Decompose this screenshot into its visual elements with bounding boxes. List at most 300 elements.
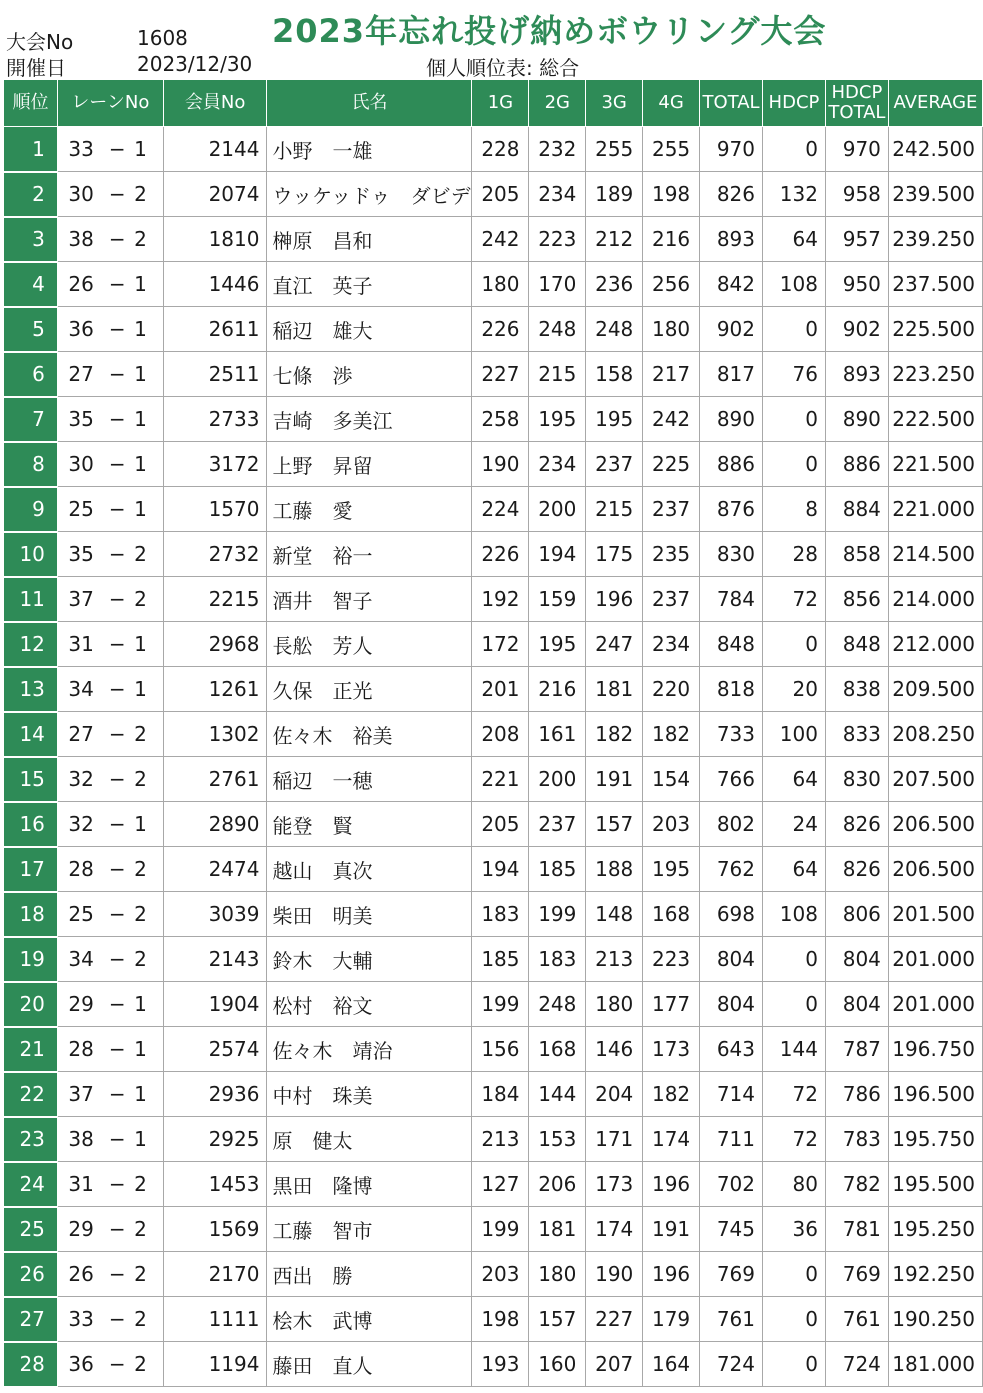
lane-position-cell: 1 — [130, 802, 163, 847]
player-name-cell: 新堂 裕一 — [267, 532, 472, 577]
lane-number-cell: 36 — [57, 1342, 104, 1387]
hdcp-cell: 64 — [763, 847, 826, 892]
average-cell: 196.750 — [888, 1027, 982, 1072]
game1-score-cell: 205 — [472, 172, 529, 217]
table-row — [4, 577, 983, 622]
hdcp-total-header-line2: TOTAL — [828, 102, 886, 123]
game3-score-cell: 158 — [586, 352, 643, 397]
ranking-table — [3, 79, 983, 1388]
lane-position-cell: 1 — [130, 622, 163, 667]
average-cell: 221.000 — [888, 487, 982, 532]
game3-score-cell: 171 — [586, 1117, 643, 1162]
game4-score-cell: 225 — [643, 442, 700, 487]
game2-score-cell: 237 — [529, 802, 586, 847]
rank-cell: 5 — [4, 307, 58, 352]
table-row — [4, 1117, 983, 1162]
hdcp-total-cell: 781 — [825, 1207, 888, 1252]
total-score-cell: 902 — [700, 307, 763, 352]
member-no-cell: 2574 — [163, 1027, 267, 1072]
game3-score-cell: 215 — [586, 487, 643, 532]
lane-dash-cell: − — [104, 937, 130, 982]
lane-dash-cell: − — [104, 1207, 130, 1252]
hdcp-total-cell: 893 — [825, 352, 888, 397]
average-cell: 206.500 — [888, 802, 982, 847]
hdcp-cell: 64 — [763, 217, 826, 262]
lane-position-cell: 1 — [130, 667, 163, 712]
table-row — [4, 217, 983, 262]
hdcp-total-cell: 826 — [825, 802, 888, 847]
lane-dash-cell: − — [104, 1162, 130, 1207]
game1-score-cell: 190 — [472, 442, 529, 487]
game2-score-cell: 195 — [529, 397, 586, 442]
col-hdcp-header: HDCP — [763, 80, 826, 127]
rank-cell: 8 — [4, 442, 58, 487]
game2-score-cell: 199 — [529, 892, 586, 937]
hdcp-total-cell: 782 — [825, 1162, 888, 1207]
lane-position-cell: 1 — [130, 1117, 163, 1162]
lane-position-cell: 1 — [130, 352, 163, 397]
col-rank-header: 順位 — [4, 80, 58, 127]
game4-score-cell: 164 — [643, 1342, 700, 1387]
rank-cell: 16 — [4, 802, 58, 847]
total-score-cell: 804 — [700, 982, 763, 1027]
total-score-cell: 711 — [700, 1117, 763, 1162]
game4-score-cell: 174 — [643, 1117, 700, 1162]
col-member-header: 会員No — [163, 80, 267, 127]
game3-score-cell: 180 — [586, 982, 643, 1027]
table-row — [4, 442, 983, 487]
player-name-cell: 長舩 芳人 — [267, 622, 472, 667]
game3-score-cell: 173 — [586, 1162, 643, 1207]
total-score-cell: 769 — [700, 1252, 763, 1297]
total-score-cell: 848 — [700, 622, 763, 667]
table-row — [4, 262, 983, 307]
lane-number-cell: 35 — [57, 397, 104, 442]
member-no-cell: 1570 — [163, 487, 267, 532]
lane-number-cell: 25 — [57, 892, 104, 937]
rank-cell: 7 — [4, 397, 58, 442]
total-score-cell: 714 — [700, 1072, 763, 1117]
lane-position-cell: 2 — [130, 1252, 163, 1297]
table-row — [4, 307, 983, 352]
average-cell: 195.500 — [888, 1162, 982, 1207]
game2-score-cell: 160 — [529, 1342, 586, 1387]
game1-score-cell: 226 — [472, 307, 529, 352]
game2-score-cell: 170 — [529, 262, 586, 307]
lane-position-cell: 1 — [130, 442, 163, 487]
game1-score-cell: 201 — [472, 667, 529, 712]
game2-score-cell: 185 — [529, 847, 586, 892]
hdcp-cell: 36 — [763, 1207, 826, 1252]
average-cell: 239.500 — [888, 172, 982, 217]
hdcp-cell: 132 — [763, 172, 826, 217]
hdcp-cell: 24 — [763, 802, 826, 847]
page-subtitle: 個人順位表: 総合 — [426, 56, 580, 80]
game2-score-cell: 234 — [529, 172, 586, 217]
member-no-cell: 2890 — [163, 802, 267, 847]
game4-score-cell: 223 — [643, 937, 700, 982]
lane-number-cell: 29 — [57, 982, 104, 1027]
player-name-cell: 吉崎 多美江 — [267, 397, 472, 442]
lane-position-cell: 2 — [130, 532, 163, 577]
game4-score-cell: 177 — [643, 982, 700, 1027]
col-average-header: AVERAGE — [888, 80, 982, 127]
game1-score-cell: 194 — [472, 847, 529, 892]
rank-cell: 11 — [4, 577, 58, 622]
game1-score-cell: 258 — [472, 397, 529, 442]
lane-dash-cell: − — [104, 127, 130, 172]
lane-dash-cell: − — [104, 1252, 130, 1297]
lane-number-cell: 33 — [57, 1297, 104, 1342]
game4-score-cell: 154 — [643, 757, 700, 802]
game3-score-cell: 247 — [586, 622, 643, 667]
game1-score-cell: 228 — [472, 127, 529, 172]
lane-position-cell: 2 — [130, 172, 163, 217]
average-cell: 181.000 — [888, 1342, 982, 1387]
lane-dash-cell: − — [104, 1117, 130, 1162]
game3-score-cell: 148 — [586, 892, 643, 937]
game1-score-cell: 198 — [472, 1297, 529, 1342]
table-row — [4, 1027, 983, 1072]
hdcp-total-cell: 886 — [825, 442, 888, 487]
hdcp-cell: 8 — [763, 487, 826, 532]
game3-score-cell: 212 — [586, 217, 643, 262]
table-row — [4, 1072, 983, 1117]
average-cell: 195.250 — [888, 1207, 982, 1252]
lane-number-cell: 28 — [57, 847, 104, 892]
game4-score-cell: 196 — [643, 1162, 700, 1207]
hdcp-total-cell: 724 — [825, 1342, 888, 1387]
player-name-cell: 小野 一雄 — [267, 127, 472, 172]
lane-number-cell: 32 — [57, 757, 104, 802]
hdcp-total-cell: 890 — [825, 397, 888, 442]
game3-score-cell: 213 — [586, 937, 643, 982]
game1-score-cell: 193 — [472, 1342, 529, 1387]
lane-number-cell: 31 — [57, 622, 104, 667]
game1-score-cell: 183 — [472, 892, 529, 937]
rank-cell: 1 — [4, 127, 58, 172]
total-score-cell: 702 — [700, 1162, 763, 1207]
lane-number-cell: 37 — [57, 577, 104, 622]
game2-score-cell: 248 — [529, 307, 586, 352]
game4-score-cell: 182 — [643, 1072, 700, 1117]
player-name-cell: 佐々木 靖治 — [267, 1027, 472, 1072]
player-name-cell: 工藤 愛 — [267, 487, 472, 532]
total-score-cell: 817 — [700, 352, 763, 397]
member-no-cell: 2215 — [163, 577, 267, 622]
lane-number-cell: 29 — [57, 1207, 104, 1252]
lane-position-cell: 2 — [130, 1342, 163, 1387]
rank-cell: 26 — [4, 1252, 58, 1297]
total-score-cell: 724 — [700, 1342, 763, 1387]
member-no-cell: 3172 — [163, 442, 267, 487]
average-cell: 223.250 — [888, 352, 982, 397]
date-label: 開催日 — [6, 56, 66, 80]
hdcp-cell: 0 — [763, 442, 826, 487]
lane-number-cell: 34 — [57, 937, 104, 982]
table-row — [4, 1342, 983, 1387]
hdcp-total-cell: 858 — [825, 532, 888, 577]
lane-dash-cell: − — [104, 1027, 130, 1072]
member-no-cell: 1904 — [163, 982, 267, 1027]
lane-number-cell: 38 — [57, 1117, 104, 1162]
game3-score-cell: 189 — [586, 172, 643, 217]
table-row — [4, 622, 983, 667]
total-score-cell: 818 — [700, 667, 763, 712]
game2-score-cell: 181 — [529, 1207, 586, 1252]
rank-cell: 4 — [4, 262, 58, 307]
game1-score-cell: 184 — [472, 1072, 529, 1117]
rank-cell: 20 — [4, 982, 58, 1027]
hdcp-cell: 100 — [763, 712, 826, 757]
average-cell: 201.500 — [888, 892, 982, 937]
game4-score-cell: 196 — [643, 1252, 700, 1297]
lane-number-cell: 33 — [57, 127, 104, 172]
rank-cell: 9 — [4, 487, 58, 532]
table-row — [4, 487, 983, 532]
lane-position-cell: 2 — [130, 1207, 163, 1252]
lane-position-cell: 2 — [130, 847, 163, 892]
game2-score-cell: 234 — [529, 442, 586, 487]
lane-position-cell: 1 — [130, 397, 163, 442]
lane-dash-cell: − — [104, 802, 130, 847]
average-cell: 195.750 — [888, 1117, 982, 1162]
average-cell: 196.500 — [888, 1072, 982, 1117]
player-name-cell: 黒田 隆博 — [267, 1162, 472, 1207]
game4-score-cell: 242 — [643, 397, 700, 442]
average-cell: 206.500 — [888, 847, 982, 892]
lane-dash-cell: − — [104, 892, 130, 937]
table-row — [4, 1297, 983, 1342]
hdcp-total-cell: 856 — [825, 577, 888, 622]
member-no-cell: 1446 — [163, 262, 267, 307]
game1-score-cell: 205 — [472, 802, 529, 847]
hdcp-total-cell: 833 — [825, 712, 888, 757]
member-no-cell: 1111 — [163, 1297, 267, 1342]
total-score-cell: 890 — [700, 397, 763, 442]
game2-score-cell: 161 — [529, 712, 586, 757]
game1-score-cell: 213 — [472, 1117, 529, 1162]
player-name-cell: 原 健太 — [267, 1117, 472, 1162]
game4-score-cell: 237 — [643, 577, 700, 622]
game3-score-cell: 195 — [586, 397, 643, 442]
table-row — [4, 892, 983, 937]
game1-score-cell: 208 — [472, 712, 529, 757]
total-score-cell: 826 — [700, 172, 763, 217]
rank-cell: 17 — [4, 847, 58, 892]
hdcp-total-cell: 783 — [825, 1117, 888, 1162]
lane-dash-cell: − — [104, 622, 130, 667]
lane-position-cell: 2 — [130, 757, 163, 802]
member-no-cell: 2074 — [163, 172, 267, 217]
table-row — [4, 1207, 983, 1252]
game3-score-cell: 157 — [586, 802, 643, 847]
game2-score-cell: 144 — [529, 1072, 586, 1117]
game1-score-cell: 199 — [472, 982, 529, 1027]
member-no-cell: 1261 — [163, 667, 267, 712]
hdcp-total-cell: 786 — [825, 1072, 888, 1117]
hdcp-total-cell: 848 — [825, 622, 888, 667]
hdcp-cell: 108 — [763, 892, 826, 937]
hdcp-cell: 72 — [763, 1072, 826, 1117]
game1-score-cell: 180 — [472, 262, 529, 307]
hdcp-total-cell: 761 — [825, 1297, 888, 1342]
hdcp-cell: 144 — [763, 1027, 826, 1072]
lane-dash-cell: − — [104, 712, 130, 757]
rank-cell: 14 — [4, 712, 58, 757]
lane-dash-cell: − — [104, 487, 130, 532]
player-name-cell: ウッケッドゥ ダビデ — [267, 172, 472, 217]
player-name-cell: 能登 賢 — [267, 802, 472, 847]
table-row — [4, 847, 983, 892]
rank-cell: 13 — [4, 667, 58, 712]
average-cell: 192.250 — [888, 1252, 982, 1297]
game2-score-cell: 216 — [529, 667, 586, 712]
hdcp-cell: 0 — [763, 127, 826, 172]
average-cell: 212.000 — [888, 622, 982, 667]
col-g1-header: 1G — [472, 80, 529, 127]
game1-score-cell: 224 — [472, 487, 529, 532]
player-name-cell: 榊原 昌和 — [267, 217, 472, 262]
game3-score-cell: 207 — [586, 1342, 643, 1387]
col-g2-header: 2G — [529, 80, 586, 127]
game1-score-cell: 199 — [472, 1207, 529, 1252]
lane-position-cell: 2 — [130, 1162, 163, 1207]
rank-cell: 6 — [4, 352, 58, 397]
game3-score-cell: 182 — [586, 712, 643, 757]
game1-score-cell: 156 — [472, 1027, 529, 1072]
game2-score-cell: 215 — [529, 352, 586, 397]
hdcp-total-cell: 769 — [825, 1252, 888, 1297]
hdcp-cell: 28 — [763, 532, 826, 577]
hdcp-total-cell: 838 — [825, 667, 888, 712]
rank-cell: 27 — [4, 1297, 58, 1342]
member-no-cell: 2474 — [163, 847, 267, 892]
member-no-cell: 2968 — [163, 622, 267, 667]
lane-number-cell: 26 — [57, 262, 104, 307]
lane-number-cell: 35 — [57, 532, 104, 577]
member-no-cell: 2936 — [163, 1072, 267, 1117]
table-header-row — [4, 80, 983, 127]
player-name-cell: 稲辺 雄大 — [267, 307, 472, 352]
lane-dash-cell: − — [104, 667, 130, 712]
average-cell: 207.500 — [888, 757, 982, 802]
member-no-cell: 2143 — [163, 937, 267, 982]
total-score-cell: 698 — [700, 892, 763, 937]
game2-score-cell: 168 — [529, 1027, 586, 1072]
rank-cell: 23 — [4, 1117, 58, 1162]
lane-dash-cell: − — [104, 577, 130, 622]
lane-number-cell: 27 — [57, 352, 104, 397]
tournament-no-label: 大会No — [6, 30, 74, 54]
game2-score-cell: 223 — [529, 217, 586, 262]
lane-position-cell: 1 — [130, 982, 163, 1027]
table-row — [4, 937, 983, 982]
hdcp-cell: 0 — [763, 622, 826, 667]
game2-score-cell: 200 — [529, 487, 586, 532]
game4-score-cell: 255 — [643, 127, 700, 172]
average-cell: 208.250 — [888, 712, 982, 757]
player-name-cell: 柴田 明美 — [267, 892, 472, 937]
lane-number-cell: 34 — [57, 667, 104, 712]
hdcp-cell: 20 — [763, 667, 826, 712]
hdcp-cell: 72 — [763, 577, 826, 622]
lane-dash-cell: − — [104, 442, 130, 487]
player-name-cell: 越山 真次 — [267, 847, 472, 892]
game3-score-cell: 204 — [586, 1072, 643, 1117]
col-lane-header: レーンNo — [57, 80, 163, 127]
lane-number-cell: 28 — [57, 1027, 104, 1072]
member-no-cell: 2733 — [163, 397, 267, 442]
game4-score-cell: 180 — [643, 307, 700, 352]
hdcp-total-cell: 957 — [825, 217, 888, 262]
rank-cell: 15 — [4, 757, 58, 802]
lane-dash-cell: − — [104, 262, 130, 307]
rank-cell: 21 — [4, 1027, 58, 1072]
rank-cell: 25 — [4, 1207, 58, 1252]
table-row — [4, 982, 983, 1027]
game3-score-cell: 190 — [586, 1252, 643, 1297]
total-score-cell: 830 — [700, 532, 763, 577]
total-score-cell: 876 — [700, 487, 763, 532]
game1-score-cell: 242 — [472, 217, 529, 262]
game2-score-cell: 206 — [529, 1162, 586, 1207]
rank-cell: 10 — [4, 532, 58, 577]
rank-cell: 3 — [4, 217, 58, 262]
table-row — [4, 712, 983, 757]
rank-cell: 2 — [4, 172, 58, 217]
average-cell: 201.000 — [888, 937, 982, 982]
hdcp-total-cell: 970 — [825, 127, 888, 172]
member-no-cell: 1302 — [163, 712, 267, 757]
average-cell: 225.500 — [888, 307, 982, 352]
lane-number-cell: 38 — [57, 217, 104, 262]
lane-position-cell: 1 — [130, 307, 163, 352]
table-row — [4, 1162, 983, 1207]
hdcp-cell: 0 — [763, 1252, 826, 1297]
hdcp-total-cell: 806 — [825, 892, 888, 937]
game2-score-cell: 157 — [529, 1297, 586, 1342]
player-name-cell: 稲辺 一穂 — [267, 757, 472, 802]
game4-score-cell: 173 — [643, 1027, 700, 1072]
member-no-cell: 3039 — [163, 892, 267, 937]
col-name-header: 氏名 — [267, 80, 472, 127]
game3-score-cell: 255 — [586, 127, 643, 172]
hdcp-total-cell: 804 — [825, 937, 888, 982]
average-cell: 221.500 — [888, 442, 982, 487]
hdcp-cell: 0 — [763, 1297, 826, 1342]
average-cell: 237.500 — [888, 262, 982, 307]
table-row — [4, 532, 983, 577]
player-name-cell: 西出 勝 — [267, 1252, 472, 1297]
lane-position-cell: 2 — [130, 217, 163, 262]
col-g4-header: 4G — [643, 80, 700, 127]
player-name-cell: 松村 裕文 — [267, 982, 472, 1027]
total-score-cell: 643 — [700, 1027, 763, 1072]
game1-score-cell: 221 — [472, 757, 529, 802]
lane-number-cell: 25 — [57, 487, 104, 532]
table-row — [4, 127, 983, 172]
lane-position-cell: 1 — [130, 262, 163, 307]
game2-score-cell: 180 — [529, 1252, 586, 1297]
lane-number-cell: 32 — [57, 802, 104, 847]
hdcp-cell: 108 — [763, 262, 826, 307]
game4-score-cell: 179 — [643, 1297, 700, 1342]
lane-dash-cell: − — [104, 397, 130, 442]
hdcp-total-header-line1: HDCP — [831, 82, 883, 103]
member-no-cell: 2511 — [163, 352, 267, 397]
game4-score-cell: 220 — [643, 667, 700, 712]
